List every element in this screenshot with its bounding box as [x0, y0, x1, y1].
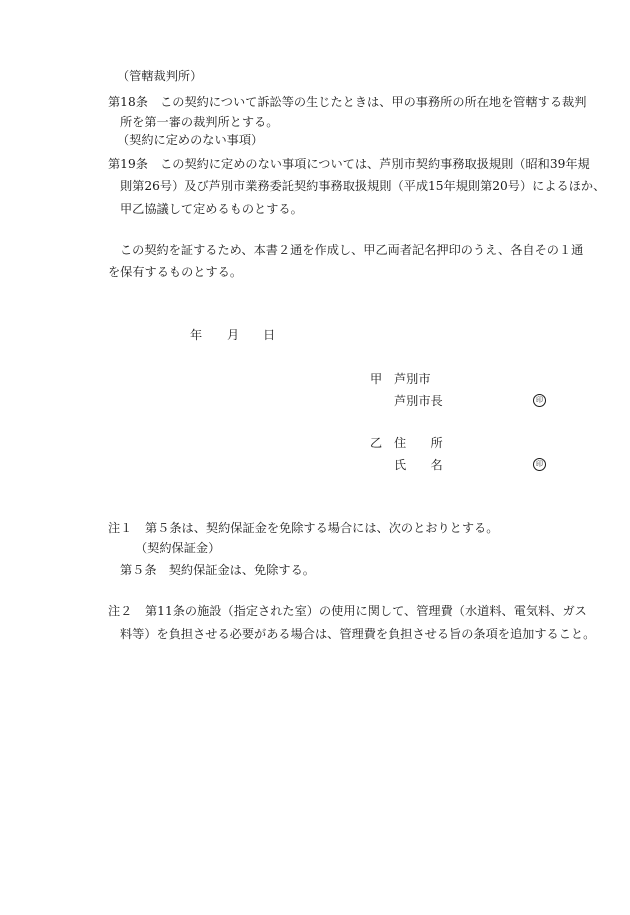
article-19-line-1: 第19条 この契約に定めのない事項については、芦別市契約事務取扱規則（昭和39年規 — [108, 157, 590, 171]
party-b-address-label: 住 所 — [394, 436, 443, 450]
article-19-line-3: 甲乙協議して定めるものとする。 — [120, 202, 303, 216]
party-b-seal — [533, 458, 546, 471]
article-19-heading: （契約に定めのない事項） — [117, 133, 264, 147]
party-a-mark: 甲 — [370, 372, 383, 386]
party-a-name: 芦別市 — [394, 372, 431, 386]
article-18-line-1: 第18条 この契約について訴訟等の生じたときは、甲の事務所の所在地を管轄する裁判 — [108, 95, 587, 109]
note-2-label: 注２ — [108, 604, 133, 618]
note-2-line-1: 第11条の施設（指定された室）の使用に関して、管理費（水道料、電気料、ガス — [145, 604, 587, 618]
note-1-label: 注１ — [108, 521, 133, 535]
note-1-text: 第５条は、契約保証金を免除する場合には、次のとおりとする。 — [145, 521, 499, 535]
party-b-mark: 乙 — [370, 436, 383, 450]
party-a-seal — [533, 394, 546, 407]
closing-line-2: を保有するものとする。 — [108, 265, 243, 279]
article-19-line-2: 則第26号）及び芦別市業務委託契約事務取扱規則（平成15年規則第20号）によるほか、 — [120, 179, 606, 193]
article-18-line-2: 所を第一審の裁判所とする。 — [120, 115, 279, 129]
date-year: 年 — [190, 328, 203, 342]
note-1-sub-heading: （契約保証金） — [135, 541, 221, 555]
closing-line-1: この契約を証するため、本書２通を作成し、甲乙両者記名押印のうえ、各自その１通 — [120, 243, 584, 257]
note-2-line-2: 料等）を負担させる必要がある場合は、管理費を負担させる旨の条項を追加すること。 — [120, 627, 596, 641]
seal-mark: 印 — [533, 458, 546, 471]
party-b-name-label: 氏 名 — [394, 458, 443, 472]
seal-mark: 印 — [533, 394, 546, 407]
note-1-sub-text: 第５条 契約保証金は、免除する。 — [120, 563, 315, 577]
article-18-heading: （管轄裁判所） — [117, 69, 203, 83]
date-month: 月 — [227, 328, 240, 342]
party-a-title: 芦別市長 — [394, 394, 443, 408]
date-day: 日 — [263, 328, 276, 342]
